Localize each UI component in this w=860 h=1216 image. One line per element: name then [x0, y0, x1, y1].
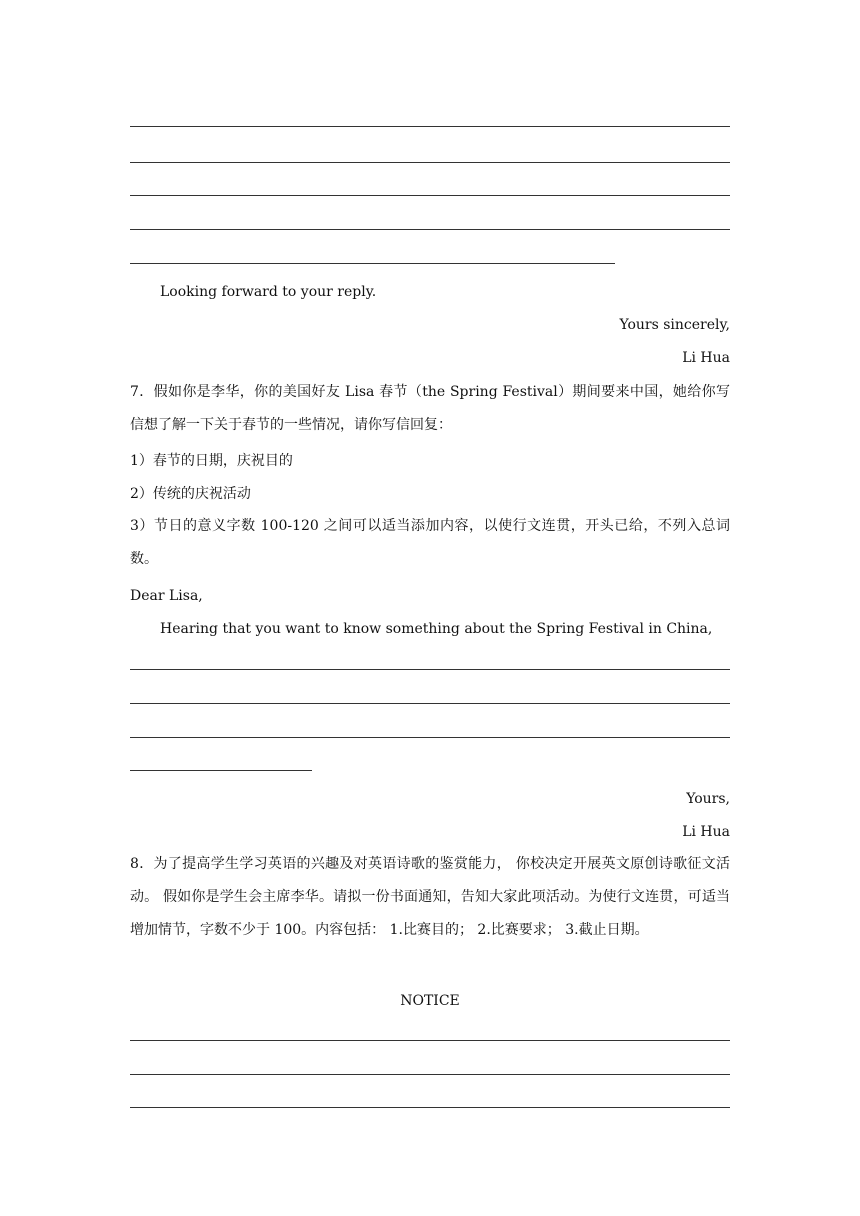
- answer-line[interactable]: [130, 1040, 730, 1041]
- answer-line[interactable]: [130, 162, 730, 163]
- answer-line-short[interactable]: [130, 263, 615, 264]
- question-8-prompt: 8．为了提高学生学习英语的兴趣及对英语诗歌的鉴赏能力， 你校决定开展英文原创诗歌征文活动。 假如你是学生会主席李华。请拟一份书面通知，告知大家此项活动。为使行文连贯，可适当增加情节，字数不少于 100。内容包括： 1.比赛目的； 2.比赛要求； 3.截止日期。: [130, 856, 730, 938]
- answer-line-short[interactable]: [130, 770, 312, 771]
- question-7-item-2: 2）传统的庆祝活动: [130, 486, 251, 502]
- question-7-item-3: 3）节日的意义字数 100-120 之间可以适当添加内容，以使行文连贯，开头已给，不列入总词数。: [130, 518, 730, 567]
- answer-line[interactable]: [130, 669, 730, 670]
- answer-line[interactable]: [130, 737, 730, 738]
- answer-line[interactable]: [130, 703, 730, 704]
- letter-signature: Li Hua: [682, 824, 730, 840]
- answer-line[interactable]: [130, 195, 730, 196]
- letter-signoff: Yours,: [686, 791, 730, 807]
- letter-signature: Li Hua: [682, 350, 730, 366]
- question-7-prompt: 7．假如你是李华，你的美国好友 Lisa 春节（the Spring Festival）期间要来中国，她给你写信想了解一下关于春节的一些情况，请你写信回复：: [130, 384, 730, 433]
- question-7-item-1: 1）春节的日期，庆祝目的: [130, 453, 293, 469]
- answer-line[interactable]: [130, 1074, 730, 1075]
- letter-signoff: Yours sincerely,: [619, 317, 730, 333]
- answer-line[interactable]: [130, 1107, 730, 1108]
- letter-closing: Looking forward to your reply.: [160, 284, 377, 300]
- letter-opening: Hearing that you want to know something about the Spring Festival in China,: [160, 621, 713, 637]
- notice-heading: NOTICE: [400, 993, 460, 1009]
- letter-greeting: Dear Lisa,: [130, 588, 203, 604]
- answer-line[interactable]: [130, 126, 730, 127]
- answer-line[interactable]: [130, 229, 730, 230]
